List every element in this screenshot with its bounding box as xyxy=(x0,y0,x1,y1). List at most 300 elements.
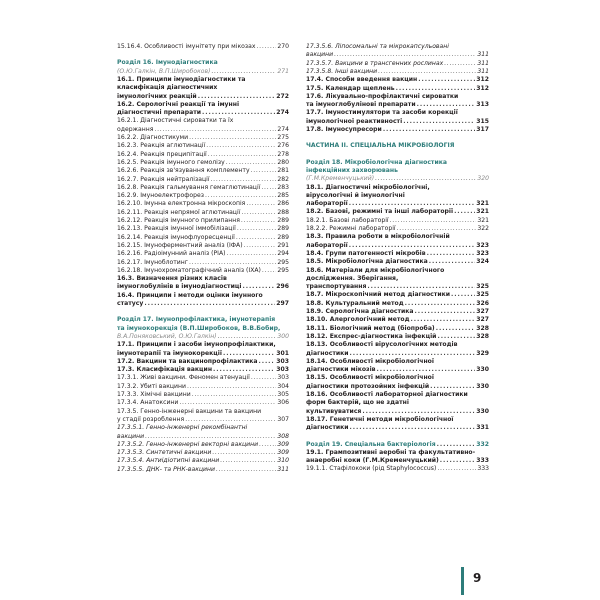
toc-entry-page: 328 xyxy=(476,332,489,340)
toc-entry-page: 315 xyxy=(476,117,489,125)
toc-leader-dots xyxy=(377,366,476,374)
toc-entry xyxy=(306,399,489,407)
toc-entry-title: лабораторії xyxy=(306,200,348,208)
toc-entry-page: 329 xyxy=(476,349,489,357)
toc-entry xyxy=(306,316,489,324)
toc-entry xyxy=(306,159,489,167)
toc-entry-page: 321 xyxy=(476,200,489,208)
toc-leader-dots xyxy=(417,101,476,109)
toc-entry-page: 321 xyxy=(477,216,489,224)
toc-entry-title: лабораторії xyxy=(306,241,348,249)
toc-entry-page: 270 xyxy=(277,43,289,50)
toc-entry xyxy=(306,192,489,200)
toc-entry-page: 309 xyxy=(277,449,289,457)
toc-leader-dots xyxy=(436,325,476,333)
toc-entry-title: 18.11. Біологічний метод (біопроба) xyxy=(306,324,435,332)
toc-entry-page: 281 xyxy=(277,167,289,175)
toc-entry-page: 312 xyxy=(476,84,489,92)
toc-entry-title: Розділ 18. Мікробіологічна діагностика xyxy=(306,158,447,166)
toc-entry-title: ЧАСТИНА II. СПЕЦІАЛЬНА МІКРОБІОЛОГІЯ xyxy=(306,142,455,150)
toc-leader-dots xyxy=(189,259,276,267)
toc-entry xyxy=(306,291,489,299)
toc-leader-dots xyxy=(211,68,276,76)
toc-entry-title: 18.3. Правила роботи в мікробіологічній xyxy=(306,233,450,241)
toc-leader-dots xyxy=(236,234,277,242)
toc-leader-dots xyxy=(216,466,276,474)
toc-entry-title: 16.2.9. Імуноелектрофорез xyxy=(117,192,204,200)
toc-entry-title: 18.7. Мікроскопічний метод діагностики xyxy=(306,291,450,299)
toc-entry-title: 16.2.14. Реакція імунофлуоресценції xyxy=(117,233,235,241)
toc-entry-title: вірусологічні й імунологічні xyxy=(306,191,405,199)
toc-leader-dots xyxy=(410,399,488,407)
toc-entry-title: діагностики xyxy=(306,349,349,357)
toc-entry xyxy=(306,258,489,266)
toc-entry-page: 327 xyxy=(476,316,489,324)
toc-leader-dots xyxy=(440,457,475,465)
toc-entry-title: 16.2.5. Реакція імунного гемолізу xyxy=(117,158,225,166)
toc-entry xyxy=(306,43,489,51)
toc-entry-page: 278 xyxy=(277,150,289,158)
toc-entry-page: 311 xyxy=(477,67,489,75)
toc-entry-page: 303 xyxy=(277,374,289,382)
toc-leader-dots xyxy=(226,159,277,167)
toc-entry xyxy=(306,93,489,101)
toc-entry xyxy=(117,366,289,374)
toc-entry-title: форм бактерій, що не здатні xyxy=(306,399,409,407)
toc-entry-page: 310 xyxy=(277,457,289,465)
toc-entry-title: 16.2.16. Радіоімунний аналіз (РІА) xyxy=(117,250,226,258)
toc-entry-title: 17.3.4. Анатоксини xyxy=(117,399,179,407)
toc-entry-page: 321 xyxy=(476,208,489,216)
toc-entry xyxy=(117,76,289,84)
toc-leader-dots xyxy=(334,51,476,59)
toc-entry-title: 16.2.10. Імунна електронна мікроскопія xyxy=(117,200,246,208)
toc-entry xyxy=(306,250,489,258)
toc-leader-dots xyxy=(437,441,476,449)
toc-entry xyxy=(306,457,489,465)
toc-entry xyxy=(306,167,489,175)
toc-entry-title: 17.8. Імуносупресори xyxy=(306,126,382,133)
toc-leader-dots xyxy=(144,300,275,308)
toc-entry xyxy=(117,126,289,134)
toc-entry-title: діагностики протозойних інфекцій xyxy=(306,382,430,390)
toc-entry-page: 312 xyxy=(476,76,489,84)
toc-leader-dots xyxy=(383,126,475,134)
toc-leader-dots xyxy=(262,267,276,275)
toc-leader-dots xyxy=(448,159,488,167)
toc-entry-title: 16.2.1. Діагностичні сироватки та їх xyxy=(117,117,234,125)
toc-entry-title: імунологічних реакцій xyxy=(117,92,197,100)
toc-entry xyxy=(117,167,289,175)
toc-entry xyxy=(117,341,289,349)
toc-entry xyxy=(306,416,489,424)
toc-entry-title: 18.13. Особливості вірусологічних методів xyxy=(306,341,458,349)
toc-leader-dots xyxy=(241,217,276,225)
toc-entry-page: 301 xyxy=(276,349,289,357)
toc-leader-dots xyxy=(444,60,476,68)
toc-entry xyxy=(306,126,489,134)
toc-entry-title: 16.1. Принципи імунодіагностики та xyxy=(117,75,246,83)
toc-entry-title: транспортування xyxy=(306,283,367,291)
toc-entry xyxy=(306,374,489,382)
toc-entry xyxy=(117,408,289,416)
toc-entry-title: 18.5. Мікробіологічна діагностика xyxy=(306,258,428,266)
toc-entry xyxy=(306,333,489,341)
toc-leader-dots xyxy=(218,84,288,92)
toc-entry xyxy=(306,208,489,216)
toc-entry-title: 17.3.5.2. Генно-інженерні векторні вакцини xyxy=(117,440,259,448)
toc-leader-dots xyxy=(476,449,488,457)
toc-entry-page: 297 xyxy=(276,300,289,307)
toc-entry-title: 18.4. Групи патогенності мікробів xyxy=(306,249,426,257)
toc-entry-page: 276 xyxy=(277,142,289,150)
toc-entry xyxy=(117,267,289,275)
toc-entry-page: 285 xyxy=(277,192,289,200)
toc-entry-title: 16.2.18. Імунохроматографічний аналіз (ІХА) xyxy=(117,266,261,274)
toc-entry-title: 18.10. Алергологічний метод xyxy=(306,316,410,324)
toc-entry-page: 333 xyxy=(476,457,489,465)
toc-entry xyxy=(306,283,489,291)
toc-entry-title: 16.2.17. Імуноблотинг xyxy=(117,258,188,266)
page-number: 9 xyxy=(473,571,482,585)
toc-leader-dots xyxy=(459,93,488,101)
toc-leader-dots xyxy=(455,142,488,150)
toc-entry-page: 295 xyxy=(277,258,289,266)
toc-leader-dots xyxy=(223,350,275,358)
toc-leader-dots xyxy=(251,374,277,382)
toc-leader-dots xyxy=(227,250,277,258)
toc-entry-page: 271 xyxy=(277,67,289,75)
toc-leader-dots xyxy=(185,416,276,424)
toc-entry-title: В.А.Поняковський, О.Ю.Галкін) xyxy=(117,332,217,340)
toc-leader-dots xyxy=(406,192,488,200)
toc-entry-title: 18.2. Базові, режимні та інші лабораторії xyxy=(306,208,454,216)
toc-entry-page: 294 xyxy=(277,250,289,258)
toc-leader-dots xyxy=(251,167,277,175)
toc-entry xyxy=(117,441,289,449)
toc-leader-dots xyxy=(258,358,275,366)
toc-leader-dots xyxy=(362,408,475,416)
toc-entry xyxy=(117,101,289,109)
toc-entry xyxy=(306,68,489,76)
toc-entry xyxy=(306,275,489,283)
toc-leader-dots xyxy=(367,283,475,291)
toc-entry-title: 17.4. Способи введення вакцин xyxy=(306,76,418,84)
toc-entry-title: 16.2.4. Реакція преципітації xyxy=(117,150,207,158)
toc-entry-title: інфекційних захворювань xyxy=(306,166,398,174)
toc-entry xyxy=(306,449,489,457)
toc-leader-dots xyxy=(179,399,276,407)
toc-entry-page: 308 xyxy=(277,432,289,440)
toc-entry xyxy=(117,151,289,159)
toc-entry xyxy=(117,358,289,366)
toc-leader-dots xyxy=(405,300,476,308)
toc-entry-title: 17.2. Вакцини та вакцинопрофілактика xyxy=(117,357,258,365)
toc-entry-page: 311 xyxy=(277,465,289,473)
toc-entry-title: 16.2.7. Реакція нейтралізації xyxy=(117,175,210,183)
toc-entry xyxy=(117,283,289,291)
toc-leader-dots xyxy=(192,391,277,399)
toc-entry-title: 16.2.13. Реакція імунної іммобілізації xyxy=(117,225,236,233)
toc-entry-page: 289 xyxy=(277,225,289,233)
toc-entry-page: 303 xyxy=(276,357,289,365)
toc-entry xyxy=(306,350,489,358)
toc-entry xyxy=(306,391,489,399)
toc-entry-title: діагностики мікозів xyxy=(306,366,376,374)
toc-leader-dots xyxy=(411,316,476,324)
toc-entry xyxy=(117,316,289,324)
toc-entry xyxy=(306,118,489,126)
toc-entry-title: дослідження. Зберігання, xyxy=(306,274,399,282)
toc-leader-dots xyxy=(198,93,276,101)
toc-entry xyxy=(306,358,489,366)
toc-entry-page: 304 xyxy=(277,382,289,390)
toc-entry xyxy=(306,308,489,316)
toc-leader-dots xyxy=(219,59,288,67)
toc-entry-title: діагностичні препарати xyxy=(117,109,202,117)
toc-entry xyxy=(306,408,489,416)
toc-entry xyxy=(117,159,289,167)
toc-entry xyxy=(306,465,489,473)
toc-leader-dots xyxy=(459,341,489,349)
toc-leader-dots xyxy=(427,250,476,258)
toc-entry-title: 17.3. Класифікація вакцин xyxy=(117,366,213,374)
toc-leader-dots xyxy=(234,117,288,125)
toc-entry-title: 16.2. Серологічні реакції та імунні xyxy=(117,100,240,108)
toc-leader-dots xyxy=(261,184,276,192)
toc-entry xyxy=(117,374,289,382)
toc-entry xyxy=(306,175,489,183)
toc-entry-title: 17.3.5.6. Ліпосомальні та мікрокапсульовані xyxy=(306,43,449,50)
toc-leader-dots xyxy=(262,408,288,416)
toc-entry-title: 18.9. Серологічна діагностика xyxy=(306,308,414,315)
toc-entry-title: 16.2.3. Реакція аглютинації xyxy=(117,142,206,150)
toc-entry xyxy=(117,134,289,142)
toc-leader-dots xyxy=(349,242,476,250)
toc-leader-dots xyxy=(145,433,276,441)
toc-entry xyxy=(117,383,289,391)
toc-entry xyxy=(306,300,489,308)
toc-entry xyxy=(117,142,289,150)
toc-entry xyxy=(117,217,289,225)
toc-entry-page: 289 xyxy=(277,217,289,224)
toc-entry xyxy=(306,200,489,208)
toc-leader-dots xyxy=(445,267,488,275)
toc-entry-page: 311 xyxy=(477,51,489,59)
toc-leader-dots xyxy=(435,374,488,382)
toc-leader-dots xyxy=(264,292,288,300)
toc-leader-dots xyxy=(154,126,276,134)
toc-entry-page: 303 xyxy=(276,366,289,374)
toc-entry xyxy=(117,234,289,242)
toc-leader-dots xyxy=(469,391,488,399)
toc-entry xyxy=(117,68,289,76)
toc-entry xyxy=(117,457,289,465)
toc-entry xyxy=(117,350,289,358)
toc-entry-title: 18.15. Особливості мікробіологічної xyxy=(306,374,434,382)
toc-entry xyxy=(117,275,289,283)
toc-entry xyxy=(306,51,489,59)
toc-leader-dots xyxy=(430,383,475,391)
toc-entry xyxy=(117,424,289,432)
toc-leader-dots xyxy=(459,109,488,117)
toc-entry-title: 19.1. Грампозитивні аеробні та факультативно- xyxy=(306,448,476,456)
toc-entry-page: 274 xyxy=(277,125,289,133)
toc-entry-page: 332 xyxy=(476,440,489,448)
toc-entry-page: 291 xyxy=(277,241,289,249)
toc-entry-title: 16.2.12. Реакція імунного прилипання xyxy=(117,217,240,224)
toc-entry-title: у стадії розроблення xyxy=(117,415,185,423)
toc-entry xyxy=(117,242,289,250)
toc-entry-title: (Г.М.Кременчуцький) xyxy=(306,175,375,183)
toc-entry xyxy=(306,225,489,233)
toc-entry xyxy=(306,424,489,432)
toc-leader-dots xyxy=(259,441,276,449)
toc-entry xyxy=(117,117,289,125)
toc-entry-page: 309 xyxy=(277,440,289,448)
toc-entry-title: 16.2.15. Імуноферментний аналіз (ІФА) xyxy=(117,241,243,249)
toc-entry xyxy=(117,250,289,258)
toc-entry-title: 18.17. Генетичні методи мікробіологічної xyxy=(306,415,454,423)
toc-entry-title: 16.3. Визначення різних класів xyxy=(117,275,227,283)
toc-entry xyxy=(306,184,489,192)
toc-leader-dots xyxy=(454,208,475,216)
toc-entry-title: 17.3.1. Живі вакцини. Феномен атенуації xyxy=(117,374,250,382)
toc-entry-title: 17.3.5.3. Синтетичні вакцини xyxy=(117,449,212,457)
toc-entry-title: 17.5. Календар щеплень xyxy=(306,84,395,92)
toc-entry-page: 328 xyxy=(476,324,489,332)
toc-entry-title: вакцини xyxy=(117,432,145,440)
toc-entry-page: 326 xyxy=(476,299,489,307)
toc-entry-title: імунотерапії та імунокорекції xyxy=(117,349,222,357)
toc-entry-page: 311 xyxy=(477,59,489,67)
toc-entry-title: 16.2.2. Діагностикуми xyxy=(117,134,189,141)
toc-entry xyxy=(117,43,289,51)
toc-leader-dots xyxy=(415,308,476,316)
toc-entry-title: 17.3.5. Генно-інженерні вакцини та вакцини xyxy=(117,407,262,415)
toc-entry-page: 325 xyxy=(476,283,489,291)
toc-entry-page: 296 xyxy=(276,283,289,291)
toc-entry xyxy=(117,225,289,233)
toc-entry-page: 323 xyxy=(476,249,489,257)
toc-entry-page: 327 xyxy=(476,308,489,315)
toc-entry-title: 18.6. Матеріали для мікробіологічного xyxy=(306,266,445,274)
toc-entry-page: 324 xyxy=(476,258,489,266)
toc-entry xyxy=(306,242,489,250)
toc-entry xyxy=(306,217,489,225)
toc-leader-dots xyxy=(213,366,275,374)
toc-entry-title: 16.2.6. Реакція зв'язування комплементу xyxy=(117,167,250,175)
toc-entry-page: 325 xyxy=(476,291,489,299)
toc-entry-title: імуноглобулінів в імунодіагностиці xyxy=(117,283,242,291)
toc-entry-title: 17.6. Лікувально-профілактичні сироватки xyxy=(306,92,459,100)
toc-entry xyxy=(306,441,489,449)
toc-entry-page: 295 xyxy=(277,266,289,274)
toc-entry-title: 17.3.3. Хімічні вакцини xyxy=(117,391,191,398)
toc-leader-dots xyxy=(418,76,475,84)
toc-entry xyxy=(117,466,289,474)
toc-leader-dots xyxy=(403,118,475,126)
toc-entry-title: та імуноглобулінові препарати xyxy=(306,101,416,109)
toc-leader-dots xyxy=(241,209,276,217)
toc-entry-title: 18.2.2. Режимні лабораторії xyxy=(306,225,396,232)
toc-entry-title: 18.1. Діагностичні мікробіологічні, xyxy=(306,183,430,191)
toc-entry xyxy=(117,200,289,208)
toc-entry-title: 16.2.11. Реакція непрямої аглютинації xyxy=(117,208,241,216)
toc-entry xyxy=(117,416,289,424)
toc-entry xyxy=(117,93,289,101)
toc-entry-title: імунологічної реактивності xyxy=(306,117,403,125)
toc-entry-page: 330 xyxy=(476,382,489,390)
toc-entry-title: вакцини xyxy=(306,51,334,59)
toc-leader-dots xyxy=(240,101,288,109)
toc-entry-page: 330 xyxy=(476,407,489,415)
toc-entry-title: 15.16.4. Особливості імунітету при мікозах xyxy=(117,43,256,50)
toc-entry-title: 17.3.5.1. Генно-інженерні рекомбінантні xyxy=(117,424,248,432)
toc-leader-dots xyxy=(247,76,288,84)
toc-entry-page: 286 xyxy=(277,200,289,208)
toc-entry-title: (О.Ю.Галкін, В.П.Широбоков) xyxy=(117,67,211,75)
toc-leader-dots xyxy=(242,283,275,291)
toc-leader-dots xyxy=(451,233,488,241)
page-accent-bar xyxy=(461,567,464,595)
toc-entry-page: 317 xyxy=(476,126,489,133)
toc-leader-dots xyxy=(350,350,476,358)
toc-entry xyxy=(117,449,289,457)
toc-entry-title: 18.12. Експрес-діагностика інфекцій xyxy=(306,332,437,340)
toc-leader-dots xyxy=(208,151,277,159)
toc-entry-page: 305 xyxy=(277,391,289,398)
toc-leader-dots xyxy=(399,275,488,283)
toc-entry xyxy=(306,233,489,241)
toc-entry-page: 274 xyxy=(276,109,289,117)
toc-entry xyxy=(306,101,489,109)
toc-entry-title: 18.14. Особливості мікробіологічної xyxy=(306,357,434,365)
toc-entry-title: 17.3.5.8. Інші вакцини xyxy=(306,67,378,75)
toc-leader-dots xyxy=(202,109,275,117)
toc-entry-title: культивуватися xyxy=(306,407,362,415)
toc-leader-dots xyxy=(212,449,276,457)
toc-entry xyxy=(117,391,289,399)
toc-leader-dots xyxy=(277,341,288,349)
toc-entry xyxy=(117,399,289,407)
toc-entry-page: 283 xyxy=(277,183,289,191)
toc-entry xyxy=(117,433,289,441)
toc-leader-dots xyxy=(256,43,276,51)
toc-entry xyxy=(306,341,489,349)
toc-entry xyxy=(306,60,489,68)
toc-entry-title: анаеробні коки (Г.М.Кременчуцький) xyxy=(306,457,439,465)
toc-entry-page: 280 xyxy=(277,158,289,166)
toc-entry-title: 16.4. Принципи і методи оцінки імунного xyxy=(117,291,263,299)
toc-entry-page: 282 xyxy=(277,175,289,183)
toc-entry xyxy=(306,267,489,275)
toc-leader-dots xyxy=(210,176,276,184)
toc-entry-title: 18.2.1. Базові лабораторії xyxy=(306,216,389,224)
toc-entry-page: 333 xyxy=(477,465,489,473)
toc-leader-dots xyxy=(205,192,276,200)
toc-entry xyxy=(117,209,289,217)
toc-leader-dots xyxy=(437,333,475,341)
toc-entry-page: 300 xyxy=(277,332,289,340)
toc-leader-dots xyxy=(378,68,476,76)
toc-leader-dots xyxy=(455,416,489,424)
toc-entry xyxy=(117,184,289,192)
toc-entry-page: 330 xyxy=(476,366,489,374)
toc-entry-title: Розділ 17. Імунопрофілактика, імунотерапія xyxy=(117,316,276,324)
toc-entry xyxy=(117,59,289,67)
toc-entry xyxy=(117,325,289,333)
